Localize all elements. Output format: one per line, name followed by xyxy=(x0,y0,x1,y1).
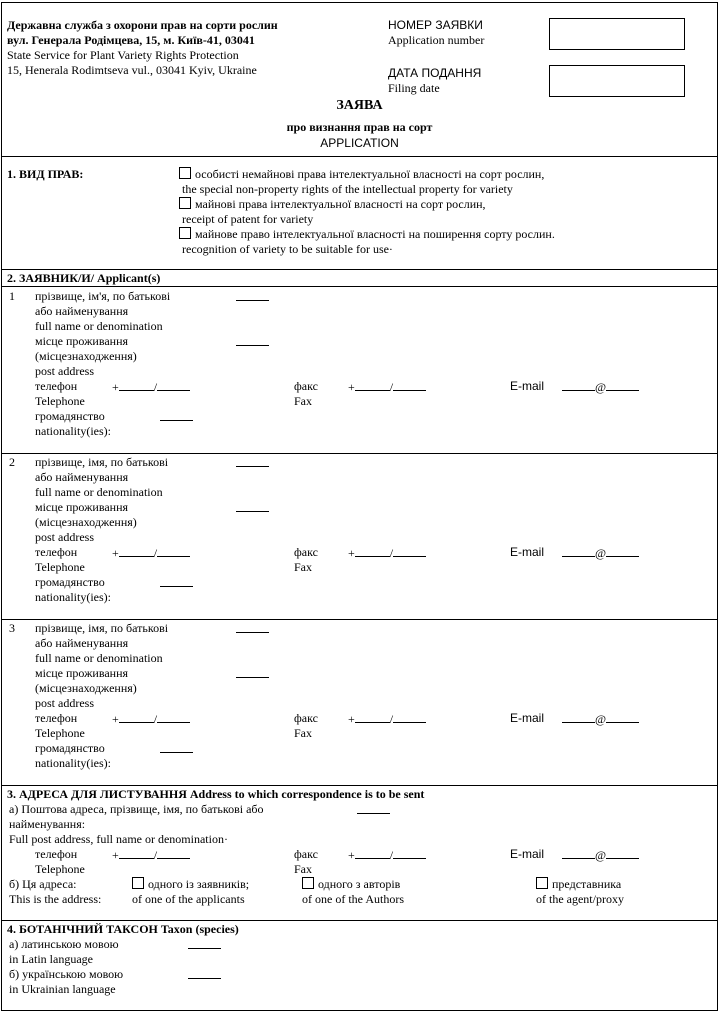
application-form xyxy=(1,2,718,1011)
postal-label-en: Full post address, full name or denomination· xyxy=(9,832,228,846)
fax-field[interactable]: + / xyxy=(348,545,426,561)
nationality-field[interactable] xyxy=(160,575,193,587)
address-field[interactable] xyxy=(236,666,269,678)
email-field[interactable]: @ xyxy=(562,847,639,863)
title-application: APPLICATION xyxy=(320,136,399,150)
fax-field[interactable]: + / xyxy=(348,379,426,395)
phone-label-en: Telephone xyxy=(35,394,85,408)
address-label-ua2: (місцезнаходження) xyxy=(35,349,137,363)
title-subtitle: про визнання прав на сорт xyxy=(286,120,433,134)
name-label-ua: прізвище, імя, по батькові xyxy=(35,621,169,635)
address-label-ua2: (місцезнаходження) xyxy=(35,681,137,695)
email-label: E-mail xyxy=(510,545,545,559)
email-label: E-mail xyxy=(510,847,545,861)
latin-label-en: in Latin language xyxy=(9,952,93,966)
address-option-applicants-en: of one of the applicants xyxy=(132,892,245,906)
name-field[interactable] xyxy=(236,289,269,301)
nationality-field[interactable] xyxy=(160,409,193,421)
address-option-authors-en: of one of the Authors xyxy=(302,892,404,906)
ukrainian-field[interactable] xyxy=(188,967,221,979)
this-address-label-ua: б) Ця адреса: xyxy=(9,877,77,891)
nationality-label-en: nationality(ies): xyxy=(35,756,111,770)
option-label: представника xyxy=(552,877,622,891)
phone-field[interactable]: + / xyxy=(112,545,190,561)
nationality-label-ua: громадянство xyxy=(35,409,105,423)
latin-label-ua: а) латинською мовою xyxy=(9,937,119,951)
divider xyxy=(2,156,717,157)
fax-label-en: Fax xyxy=(294,394,312,408)
divider xyxy=(2,785,717,786)
email-field[interactable]: @ xyxy=(562,545,639,561)
divider xyxy=(2,920,717,921)
phone-label-ua: телефон xyxy=(35,545,78,559)
latin-field[interactable] xyxy=(188,937,221,949)
right-option-1-ua: особисті немайнові права інтелектуальної власності на сорт рослин, xyxy=(195,167,545,181)
checkbox[interactable] xyxy=(179,227,191,239)
fax-label-en: Fax xyxy=(294,560,312,574)
option-label: одного з авторів xyxy=(318,877,401,891)
nationality-label-en: nationality(ies): xyxy=(35,424,111,438)
address-field[interactable] xyxy=(236,500,269,512)
address-label-ua: місце проживання xyxy=(35,666,129,680)
name-label-en: full name or denomination xyxy=(35,485,163,499)
address-label-en: post address xyxy=(35,696,94,710)
filing-date-field[interactable] xyxy=(549,65,685,97)
address-option-authors xyxy=(302,877,400,892)
filing-date-label-ua: ДАТА ПОДАННЯ xyxy=(388,66,482,80)
checkbox[interactable] xyxy=(179,167,191,179)
name-label-ua: прізвище, ім'я, по батькові xyxy=(35,289,171,303)
name-label-en: full name or denomination xyxy=(35,651,163,665)
address-option-agent-en: of the agent/proxy xyxy=(536,892,624,906)
postal-field[interactable] xyxy=(357,802,390,814)
ukrainian-label-en: in Ukrainian language xyxy=(9,982,116,996)
fax-label-en: Fax xyxy=(294,862,312,876)
address-label-ua: місце проживання xyxy=(35,500,129,514)
right-option-3-ua: майнове право інтелектуальної власності на поширення сорту рослин. xyxy=(195,227,555,241)
phone-label-en: Telephone xyxy=(35,862,85,876)
org-name-en: State Service for Plant Variety Rights Protection xyxy=(7,48,239,62)
applicant-number: 1 xyxy=(9,289,15,303)
nationality-label-ua: громадянство xyxy=(35,575,105,589)
org-address-ua: вул. Генерала Родімцева, 15, м. Київ-41, 03041 xyxy=(7,33,255,47)
title-zaiava: ЗАЯВА xyxy=(336,98,383,113)
right-option-2-ua: майнові права інтелектуальної власності на сорт рослин, xyxy=(195,197,486,211)
phone-label-ua: телефон xyxy=(35,711,78,725)
phone-field[interactable]: + / xyxy=(112,711,190,727)
ukrainian-label-ua: б) українською мовою xyxy=(9,967,124,981)
right-option-1-en: the special non-property rights of the intellectual property for variety xyxy=(182,182,513,196)
right-option-3-en: recognition of variety to be suitable for use· xyxy=(182,242,393,256)
divider xyxy=(2,286,717,287)
phone-field[interactable]: + / xyxy=(112,379,190,395)
divider xyxy=(2,269,717,270)
fax-label-ua: факс xyxy=(294,711,318,725)
app-number-label-ua: НОМЕР ЗАЯВКИ xyxy=(388,18,483,32)
org-name-ua: Державна служба з охорони прав на сорти рослин xyxy=(7,18,278,32)
org-address-en: 15, Henerala Rodimtseva vul., 03041 Kyiv, Ukraine xyxy=(7,63,257,77)
section3-heading: 3. АДРЕСА ДЛЯ ЛИСТУВАННЯ Address to which correspondence is to be sent xyxy=(7,787,425,801)
option-label: одного із заявників; xyxy=(148,877,250,891)
nationality-label-en: nationality(ies): xyxy=(35,590,111,604)
section2-heading: 2. ЗАЯВНИК/И/ Applicant(s) xyxy=(7,271,161,285)
phone-field[interactable]: + / xyxy=(112,847,190,863)
fax-field[interactable]: + / xyxy=(348,711,426,727)
checkbox[interactable] xyxy=(132,877,144,889)
divider xyxy=(2,619,717,620)
fax-label-ua: факс xyxy=(294,847,318,861)
address-option-agent xyxy=(536,877,621,892)
nationality-field[interactable] xyxy=(160,741,193,753)
email-label: E-mail xyxy=(510,711,545,725)
address-option-applicants xyxy=(132,877,249,892)
phone-label-en: Telephone xyxy=(35,560,85,574)
address-label-ua2: (місцезнаходження) xyxy=(35,515,137,529)
applicant-number: 2 xyxy=(9,455,15,469)
divider xyxy=(2,453,717,454)
postal-label-ua: а) Поштова адреса, прізвище, імя, по батькові або xyxy=(9,802,264,816)
right-option-2-en: receipt of patent for variety xyxy=(182,212,314,226)
right-option-2 xyxy=(179,197,486,212)
checkbox[interactable] xyxy=(302,877,314,889)
nationality-label-ua: громадянство xyxy=(35,741,105,755)
section1-heading: 1. ВИД ПРАВ: xyxy=(7,167,84,181)
email-field[interactable]: @ xyxy=(562,711,639,727)
app-number-field[interactable] xyxy=(549,18,685,50)
fax-label-ua: факс xyxy=(294,545,318,559)
email-field[interactable]: @ xyxy=(562,379,639,395)
postal-label-ua2: найменування: xyxy=(9,817,86,831)
fax-field[interactable]: + / xyxy=(348,847,426,863)
filing-date-label-en: Filing date xyxy=(388,81,440,95)
name-label-ua: прізвище, імя, по батькові xyxy=(35,455,169,469)
name-field[interactable] xyxy=(236,455,269,467)
phone-label-en: Telephone xyxy=(35,726,85,740)
address-field[interactable] xyxy=(236,334,269,346)
address-label-en: post address xyxy=(35,364,94,378)
name-label-en: full name or denomination xyxy=(35,319,163,333)
right-option-1 xyxy=(179,167,544,182)
phone-label-ua: телефон xyxy=(35,379,78,393)
address-label-ua: місце проживання xyxy=(35,334,129,348)
name-label-ua2: або найменування xyxy=(35,304,129,318)
fax-label-ua: факс xyxy=(294,379,318,393)
name-field[interactable] xyxy=(236,621,269,633)
email-label: E-mail xyxy=(510,379,545,393)
checkbox[interactable] xyxy=(179,197,191,209)
applicant-number: 3 xyxy=(9,621,15,635)
checkbox[interactable] xyxy=(536,877,548,889)
name-label-ua2: або найменування xyxy=(35,470,129,484)
section4-heading: 4. БОТАНІЧНИЙ ТАКСОН Taxon (species) xyxy=(7,922,239,936)
phone-label-ua: телефон xyxy=(35,847,78,861)
app-number-label-en: Application number xyxy=(388,33,485,47)
right-option-3 xyxy=(179,227,555,242)
this-address-label-en: This is the address: xyxy=(9,892,102,906)
address-label-en: post address xyxy=(35,530,94,544)
name-label-ua2: або найменування xyxy=(35,636,129,650)
fax-label-en: Fax xyxy=(294,726,312,740)
